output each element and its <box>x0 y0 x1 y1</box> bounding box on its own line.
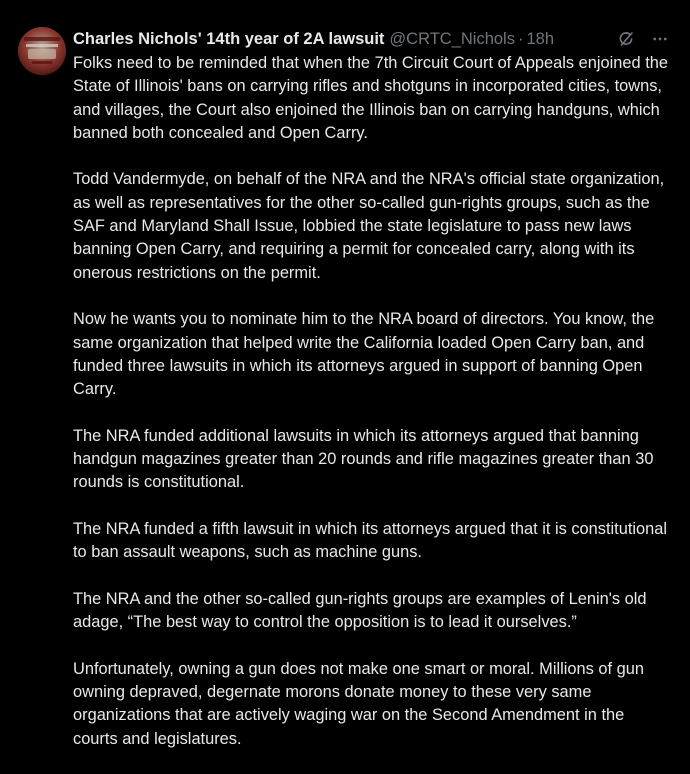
grok-icon[interactable] <box>616 29 636 49</box>
separator-dot: · <box>517 30 524 48</box>
post-time[interactable]: 18h <box>526 30 555 48</box>
tweet-paragraph: The NRA and the other so-called gun-rights groups are examples of Lenin's old adage, “The best way to control the opposition is to lead it ourselves.” <box>73 589 647 632</box>
avatar-image <box>18 27 66 75</box>
header-actions <box>616 28 670 50</box>
tweet-paragraph: The NRA funded additional lawsuits in which its attorneys argued that banning handgun magazines greater than 20 rounds and rifle magazines greater than 30 rounds is constitutional. <box>73 426 654 492</box>
tweet-paragraph: Todd Vandermyde, on behalf of the NRA and the NRA's official state organization, as well as representatives for the other so-called gun-rights groups, such as the SAF and Maryland Shall Issue, lobbied the state legislature to pass new laws banning Open Carry, and requiring a permit for concealed carry, along with its onerous restrictions on the permit. <box>73 170 665 282</box>
tweet-header <box>73 28 670 50</box>
avatar[interactable] <box>18 27 66 75</box>
more-options-icon[interactable] <box>650 29 670 49</box>
tweet-paragraph: Now he wants you to nominate him to the NRA board of directors. You know, the same organization that helped write the California loaded Open Carry ban, and funded three lawsuits in which its attorneys argued in support of banning Open Carry. <box>73 310 655 399</box>
tweet-paragraph: Unfortunately, owning a gun does not make one smart or moral. Millions of gun owning depraved, degernate morons donate money to these very same organizations that are actively waging war on the Second Amendment in the courts and legislatures. <box>73 659 644 748</box>
tweet-text <box>73 52 673 774</box>
tweet-paragraph: Folks need to be reminded that when the 7th Circuit Court of Appeals enjoined the State of Illinois' bans on carrying rifles and shotguns in incorporated cities, towns, and villages, the Court also enjoined the Illinois ban on carrying handguns, which banned both concealed and Open Carry. <box>73 54 668 142</box>
tweet-paragraph: The NRA funded a fifth lawsuit in which its attorneys argued that it is constitutional to ban assault weapons, such as machine guns. <box>73 519 668 562</box>
author-handle[interactable]: @CRTC_Nichols <box>389 30 515 48</box>
author-display-name[interactable]: Charles Nichols' 14th year of 2A lawsuit <box>73 30 385 48</box>
